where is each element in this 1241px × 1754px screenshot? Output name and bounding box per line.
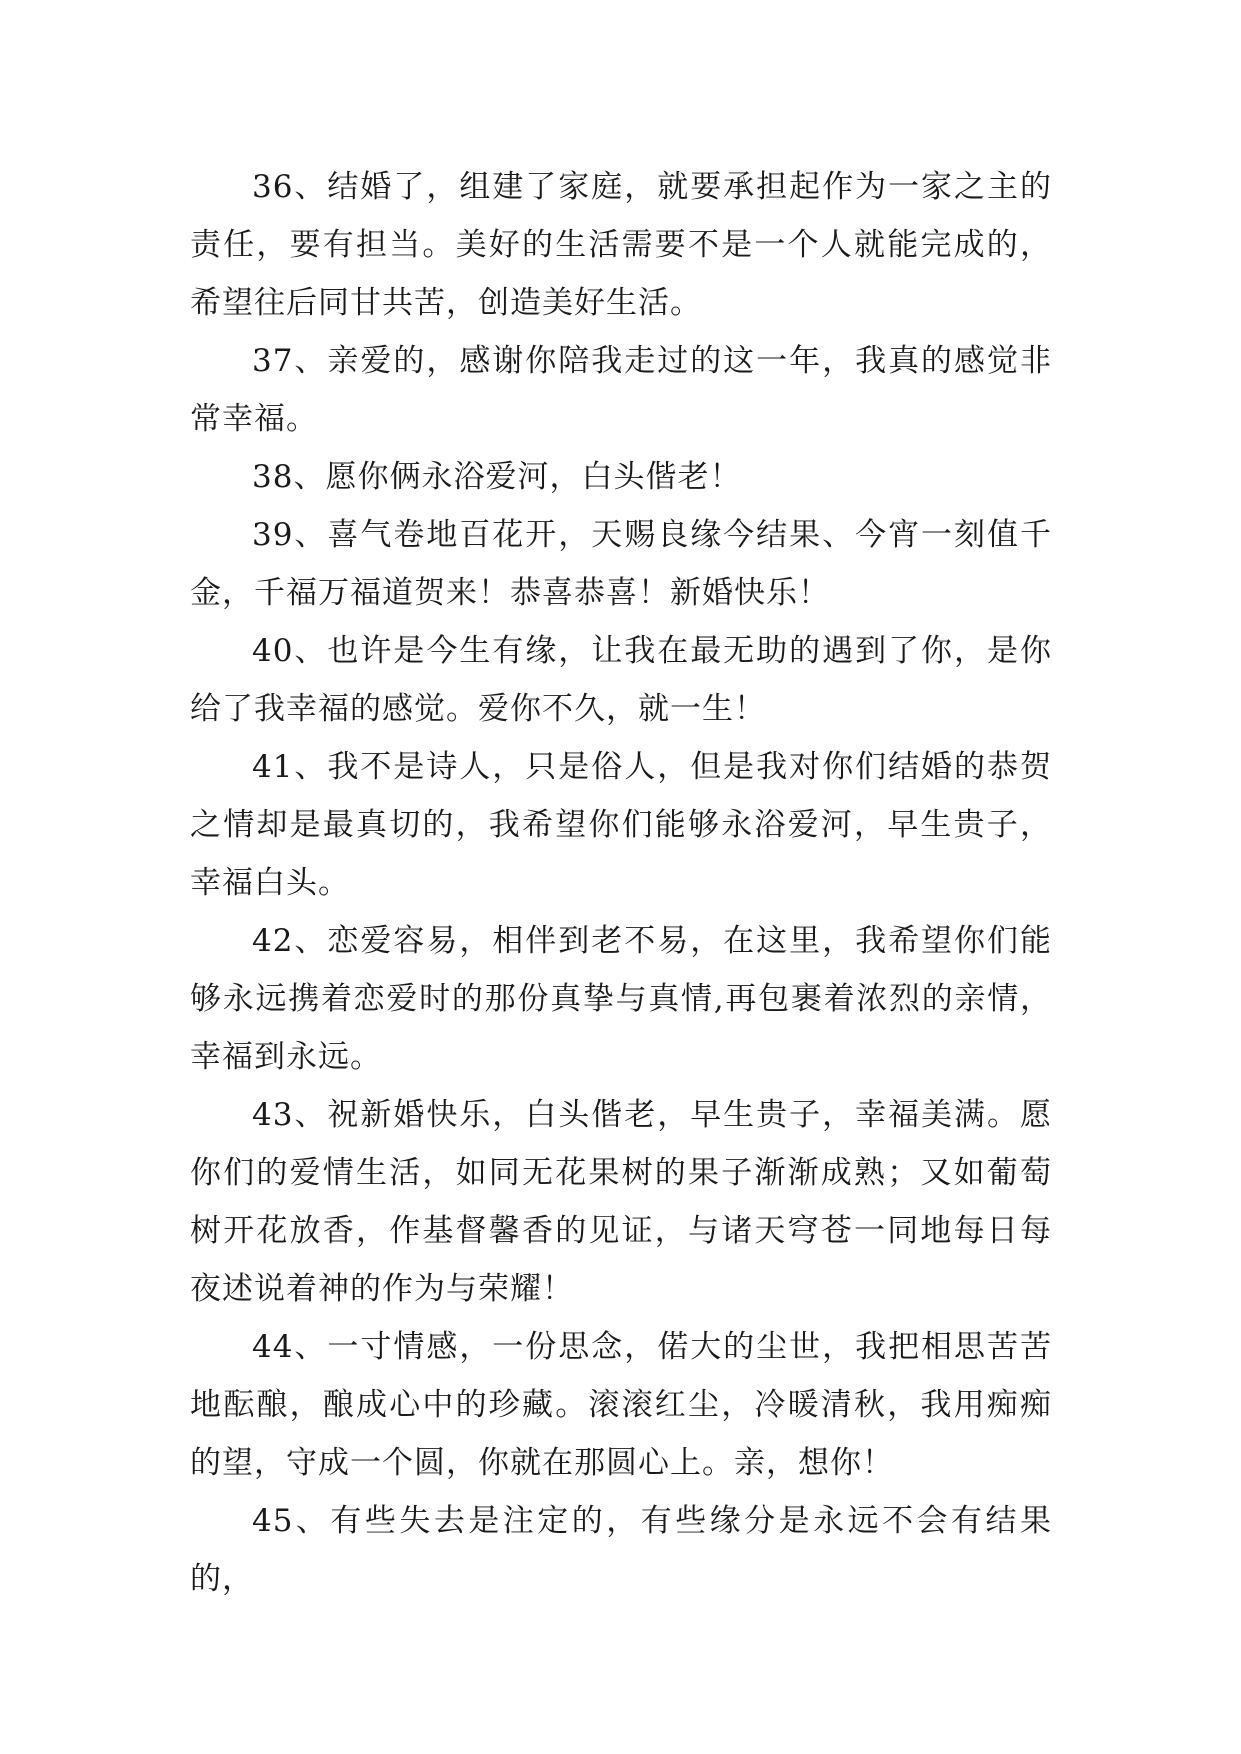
document-body [190, 158, 1052, 1608]
paragraph-39: 39、喜气卷地百花开，天赐良缘今结果、今宵一刻值千金，千福万福道贺来！恭喜恭喜！新婚快乐！ [190, 517, 1052, 611]
paragraph-44: 44、一寸情感，一份思念，偌大的尘世，我把相思苦苦地酝酿，酿成心中的珍藏。滚滚红尘，冷暖清秋，我用痴痴的望，守成一个圆，你就在那圆心上。亲，想你！ [190, 1329, 1052, 1481]
paragraph-43: 43、祝新婚快乐，白头偕老，早生贵子，幸福美满。愿你们的爱情生活，如同无花果树的果子渐渐成熟；又如葡萄树开花放香，作基督馨香的见证，与诸天穹苍一同地每日每夜述说着神的作为与荣耀！ [190, 1097, 1052, 1307]
paragraph-45: 45、有些失去是注定的，有些缘分是永远不会有结果的， [190, 1503, 1052, 1597]
paragraph-41: 41、我不是诗人，只是俗人，但是我对你们结婚的恭贺之情却是最真切的，我希望你们能够永浴爱河，早生贵子，幸福白头。 [190, 749, 1052, 901]
paragraph-37: 37、亲爱的，感谢你陪我走过的这一年，我真的感觉非常幸福。 [190, 343, 1052, 437]
paragraph-36: 36、结婚了，组建了家庭，就要承担起作为一家之主的责任，要有担当。美好的生活需要不是一个人就能完成的，希望往后同甘共苦，创造美好生活。 [190, 169, 1052, 321]
paragraph-38: 38、愿你俩永浴爱河，白头偕老！ [252, 459, 742, 495]
paragraph-42: 42、恋爱容易，相伴到老不易，在这里，我希望你们能够永远携着恋爱时的那份真挚与真情,再包裹着浓烈的亲情，幸福到永远。 [190, 923, 1052, 1075]
paragraph-40: 40、也许是今生有缘，让我在最无助的遇到了你，是你给了我幸福的感觉。爱你不久，就一生！ [190, 633, 1052, 727]
